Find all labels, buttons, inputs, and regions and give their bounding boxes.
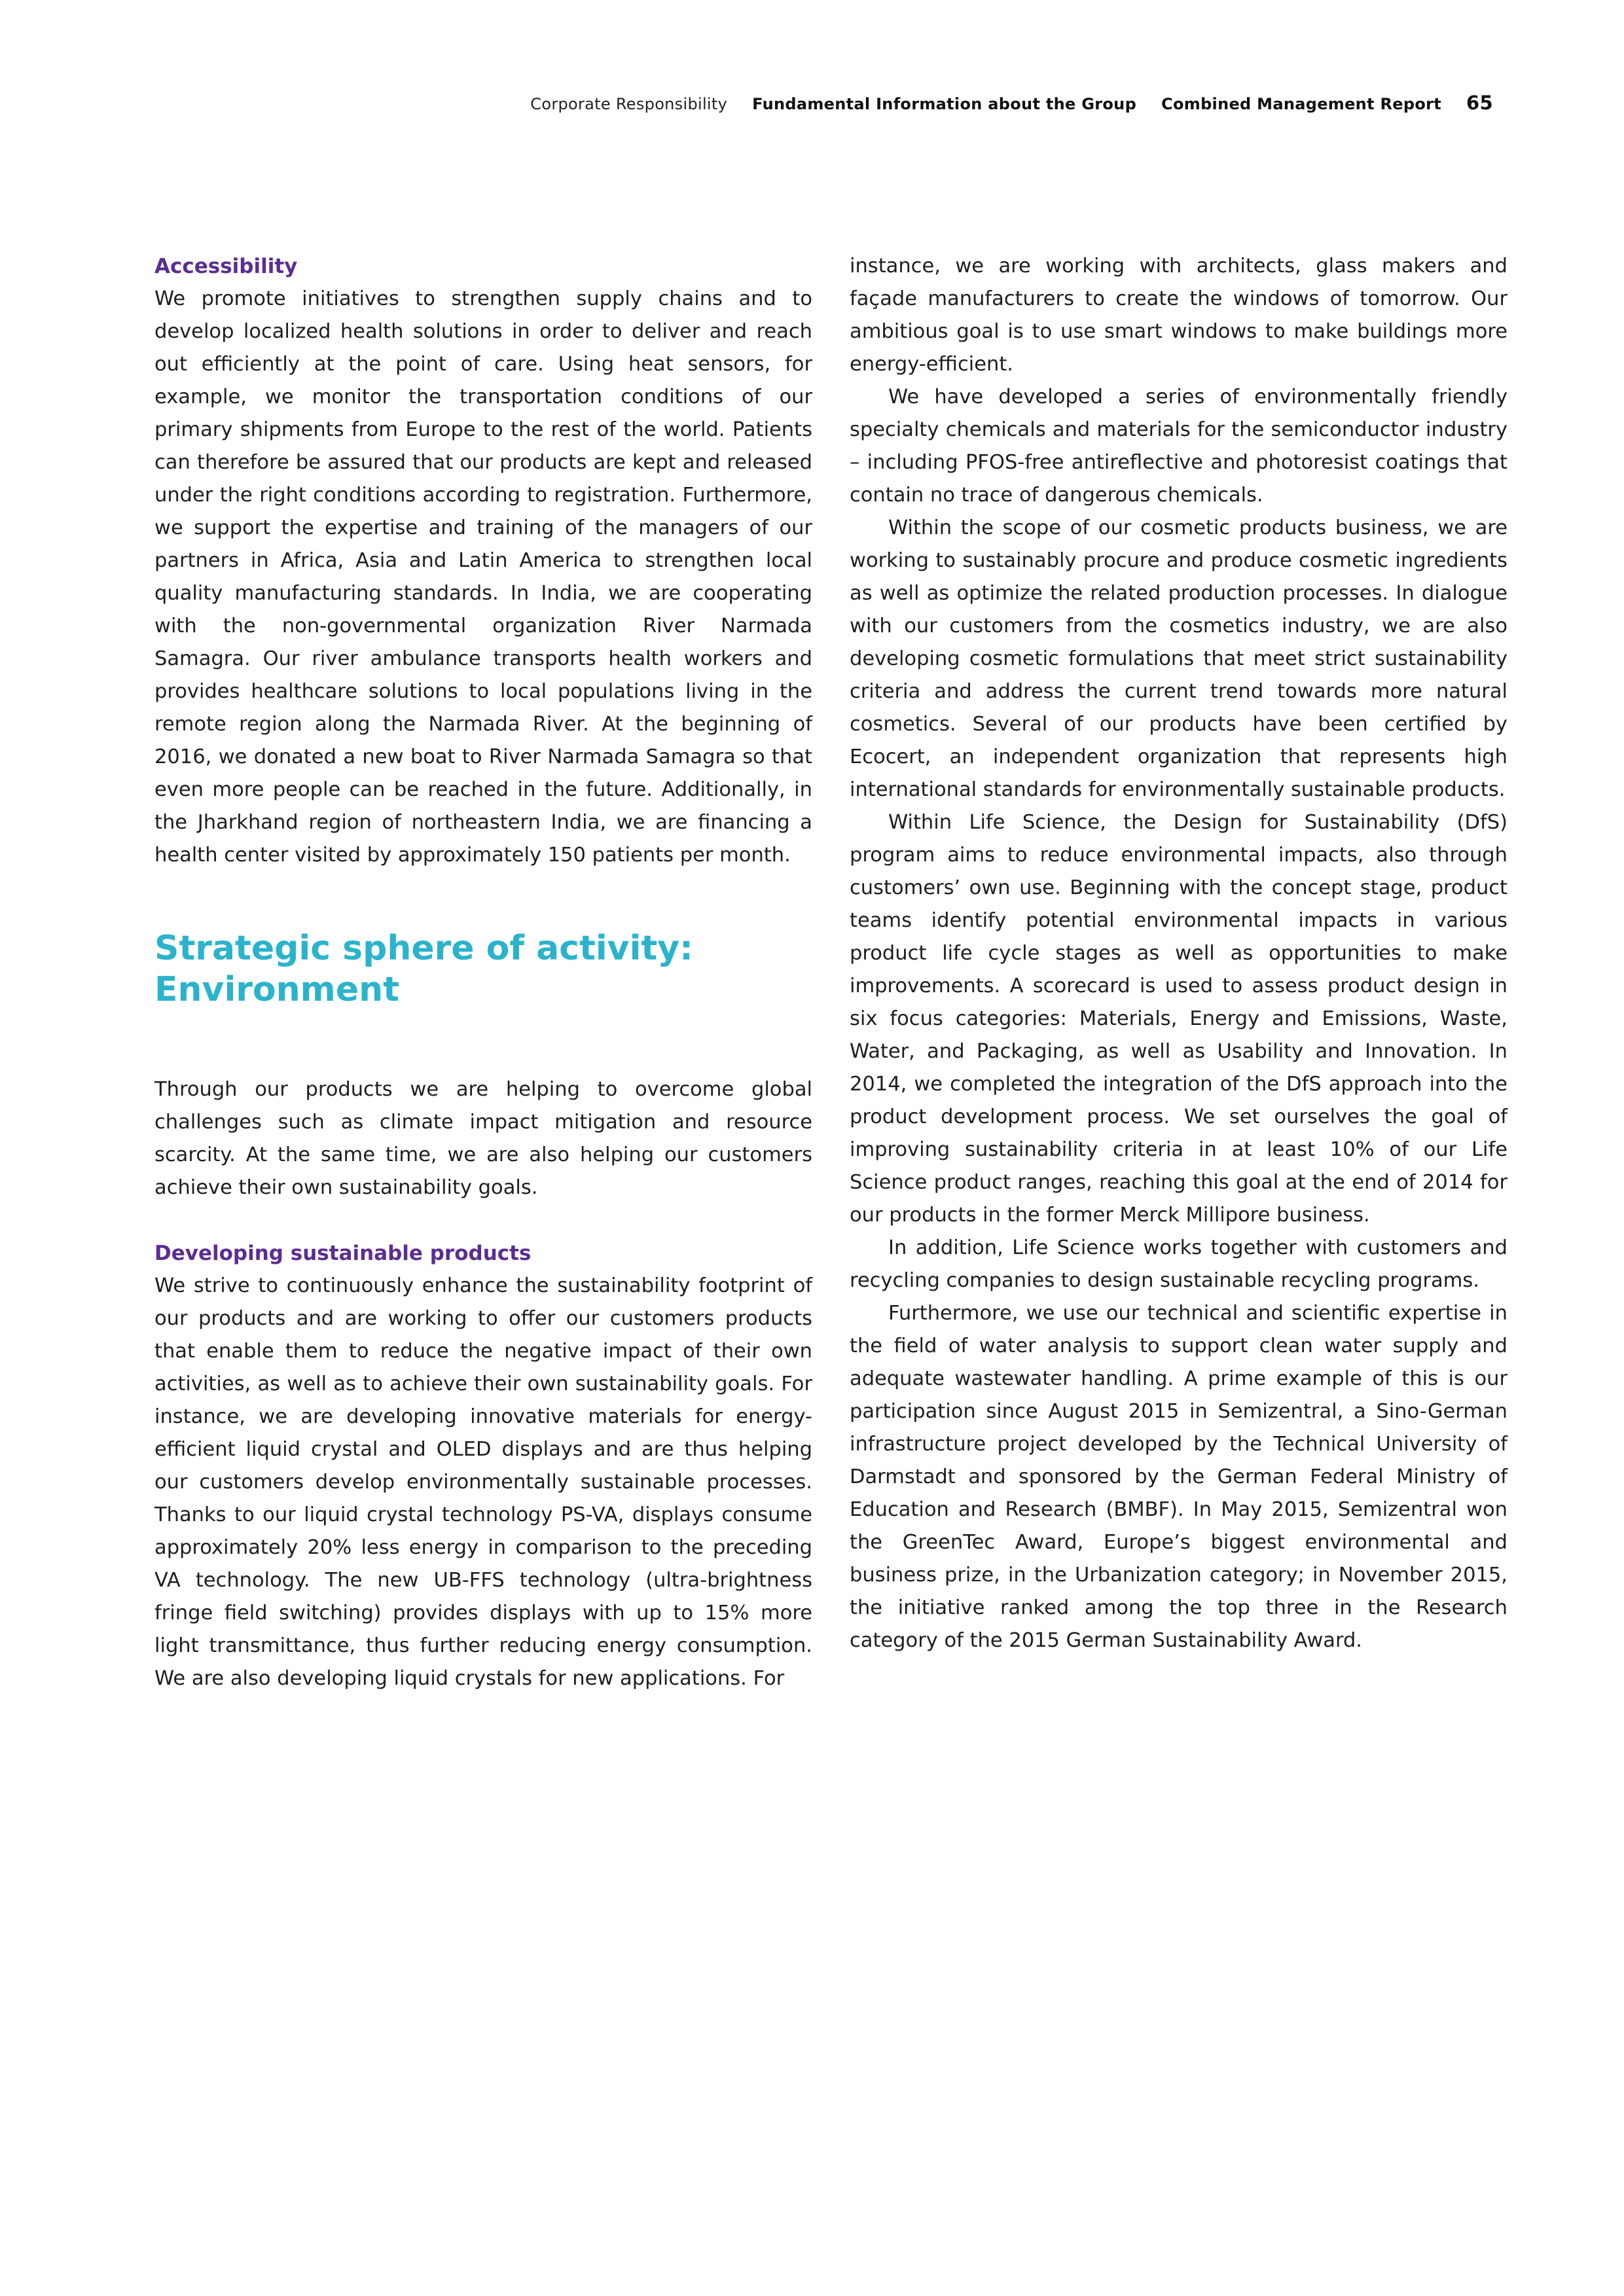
- header-section-management-report: Combined Management Report: [1161, 95, 1442, 113]
- paragraph-spacer: [154, 1204, 812, 1237]
- water-analysis-paragraph: Furthermore, we use our technical and scientific expertise in the field of water analysis to support clean water supply and adequate wastewater handling. A prime example of this is our participation since August 2015 in Semizentral, a Sino-German infrastructure project developed by the Technical University of Darmstadt and sponsored by the German Federal Ministry of Education and Research (BMBF). In May 2015, Semizentral won the GreenTec Award, Europe’s biggest environmental and business prize, in the Urbanization category; in November 2015, the initiative ranked among the top three in the Research category of the 2015 German Sustainability Award.: [850, 1302, 1507, 1652]
- recycling-paragraph: In addition, Life Science works together with customers and recycling companies to design sustainable recycling programs.: [850, 1236, 1507, 1292]
- page-number: 65: [1466, 92, 1493, 114]
- page-header: [530, 92, 1493, 118]
- sustainable-products-heading: Developing sustainable products: [154, 1242, 532, 1265]
- section-title-line-2: Environment: [154, 970, 399, 1009]
- environment-intro-paragraph: Through our products we are helping to overcome global challenges such as climate impact mitigation and resource scarcity. At the same time, we are also helping our customers achieve their own sustainability goals.: [154, 1078, 812, 1199]
- section-title-line-1: Strategic sphere of activity:: [154, 929, 693, 968]
- right-column: [850, 250, 1507, 1657]
- accessibility-heading: Accessibility: [154, 255, 298, 278]
- design-for-sustainability-paragraph: Within Life Science, the Design for Sustainability (DfS) program aims to reduce environmental impacts, also through customers’ own use. Beginning with the concept stage, product teams identify potential environmental impacts in various product life cycle stages as well as opportunities to make improvements. A scorecard is used to assess product design in six focus categories: Materials, Energy and Emissions, Waste, Water, and Packaging, as well as Usability and Innovation. In 2014, we completed the integration of the DfS approach into the product development process. We set ourselves the goal of improving sustainability criteria in at least 10% of our Life Science product ranges, reaching this goal at the end of 2014 for our products in the former Merck Millipore business.: [850, 811, 1507, 1227]
- sustainable-products-paragraph: We strive to continuously enhance the sustainability footprint of our products and are working to offer our customers products that enable them to reduce the negative impact of their own activities, as well as to achieve their own sustainability goals. For instance, we are developing innovative materials for energy-efficient liquid crystal and OLED displays and are thus helping our customers develop environmentally sustainable processes. Thanks to our liquid crystal technology PS-VA, displays consume approximately 20% less energy in comparison to the preceding VA technology. The new UB-FFS technology (ultra-brightness fringe field switching) provides displays with up to 15% more light transmittance, thus further reducing energy consumption. We are also developing liquid crystals for new applications. For: [154, 1274, 812, 1690]
- left-column: [154, 250, 812, 1695]
- cosmetics-paragraph: Within the scope of our cosmetic products business, we are working to sustainably procure and produce cosmetic ingredients as well as optimize the related production processes. In dialogue with our customers from the cosmetics industry, we are also developing cosmetic formulations that meet strict sustainability criteria and address the current trend towards more natural cosmetics. Several of our products have been certified by Ecocert, an independent organization that represents high international standards for environmentally sustainable products.: [850, 516, 1507, 801]
- header-section-fundamental-information: Fundamental Information about the Group: [752, 95, 1137, 113]
- header-section-corporate-responsibility: Corporate Responsibility: [530, 95, 728, 113]
- specialty-chemicals-paragraph: We have developed a series of environmentally friendly specialty chemicals and materials for the semiconductor industry – including PFOS-free antireflective and photoresist coatings that contain no trace of dangerous chemicals.: [850, 386, 1507, 507]
- smart-windows-paragraph: instance, we are working with architects, glass makers and façade manufacturers to create the windows of tomorrow. Our ambitious goal is to use smart windows to make buildings more energy-efficient.: [850, 255, 1507, 376]
- section-title: [154, 928, 812, 1011]
- accessibility-paragraph: We promote initiatives to strengthen supply chains and to develop localized health solutions in order to deliver and reach out efficiently at the point of care. Using heat sensors, for example, we monitor the transportation conditions of our primary shipments from Europe to the rest of the world. Patients can therefore be assured that our products are kept and released under the right conditions according to registration. Furthermore, we support the expertise and training of the managers of our partners in Africa, Asia and Latin America to strengthen local quality manufacturing standards. In India, we are cooperating with the non-governmental organization River Narmada Samagra. Our river ambulance transports health workers and provides healthcare solutions to local populations living in the remote region along the Narmada River. At the beginning of 2016, we donated a new boat to River Narmada Samagra so that even more people can be reached in the future. Additionally, in the Jharkhand region of northeastern India, we are financing a health center visited by approximately 150 patients per month.: [154, 287, 812, 867]
